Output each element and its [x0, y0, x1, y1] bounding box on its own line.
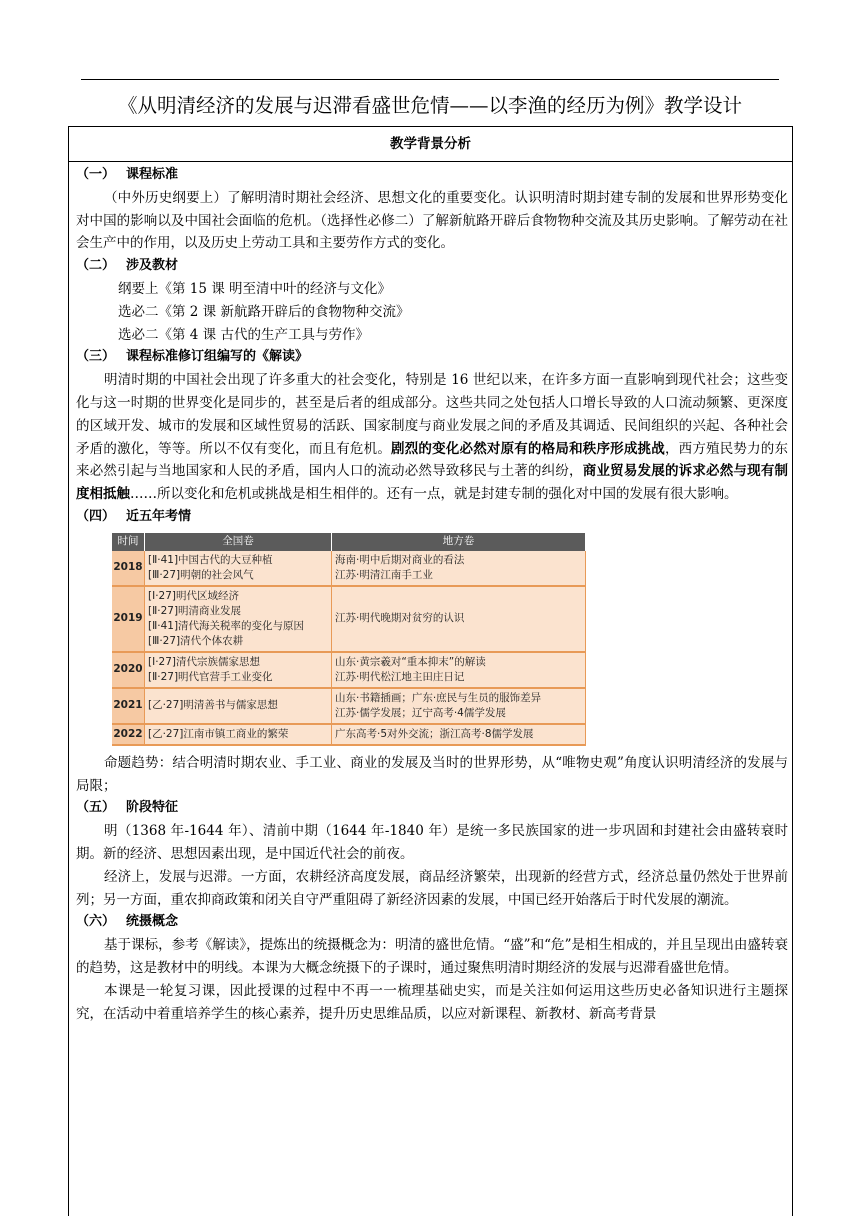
- textbook-item: 选必二《第 4 课 古代的生产工具与劳作》: [118, 326, 369, 343]
- section-5-text-2: 经济上，发展与迟滞。一方面，农耕经济高度发展，商品经济繁荣，出现新的经营方式，经济总量仍然处于世界前列；另一方面，重农抑商政策和闭关自守严重阻碍了新经济因素的发展，中国已经开始落后于时代发展的潮流。: [76, 868, 788, 908]
- section-heading-1: （一） 课程标准: [76, 167, 179, 182]
- document-title: 《从明清经济的发展与迟滞看盛世危情——以李渔的经历为例》教学设计: [117, 94, 742, 117]
- section-3-text: 明清时期的中国社会出现了许多重大的社会变化，特别是 16 世纪以来，在许多方面一直影响到现代社会；这些变化与这一时期的世界变化是同步的，甚至是后者的组成部分。这些共同之处包括人口增长导致的人口流动频繁、更深度的区域开发、城市的发展和区域性贸易的活跃、国家制度与商业发展之间的矛盾及其调适、民间组织的兴起、各种社会矛盾的激化，等等。所以不仅有变化，而且有危机。剧烈的变化必然对原有的格局和秩序形成挑战，西方殖民势力的东来必然引起与当地国家和人民的矛盾，国内人口的流动必然导致移民与土著的纠纷，商业贸易发展的诉求必然与现有制度相抵触……所以变化和危机或挑战是相生相伴的。还有一点，就是封建专制的强化对中国的发展有很大影响。: [76, 372, 789, 503]
- emphasis-text: 商业贸易发展的诉求必然与现有制度相抵触: [76, 463, 789, 503]
- textbook-item: 选必二《第 2 课 新航路开辟后的食物物种交流》: [118, 303, 410, 320]
- exam-local-cell: 山东·书籍插画；广东·庶民与生员的服饰差异 江苏·儒学发展；辽宁高考·4儒学发展: [332, 688, 586, 724]
- table-header: 教学背景分析: [69, 127, 792, 162]
- table-row: [112, 724, 586, 745]
- table-row: [112, 551, 586, 586]
- exam-local-cell: 海南·明中后期对商业的看法 江苏·明清江南手工业: [332, 551, 586, 586]
- table-row: [112, 586, 586, 652]
- exam-col-local: 地方卷: [332, 533, 586, 551]
- section-heading-3: （三） 课程标准修订组编写的《解读》: [76, 349, 309, 365]
- exam-national-cell: [Ⅱ·41]中国古代的大豆种植 [Ⅲ·27]明朝的社会风气: [145, 551, 332, 586]
- exam-local-cell: 江苏·明代晚期对贫穷的认识: [332, 586, 586, 652]
- exam-col-national: 全国卷: [145, 533, 332, 551]
- section-1-text: （中外历史纲要上）了解明清时期社会经济、思想文化的重要变化。认识明清时期封建专制的发展和世界形势变化对中国的影响以及中国社会面临的危机。（选择性必修二）了解新航路开辟后食物物种交流及其历史影响。了解劳动在社会生产中的作用，以及历史上劳动工具和主要劳作方式的变化。: [76, 189, 788, 252]
- section-heading-2: （二） 涉及教材: [76, 258, 179, 274]
- header-rule: [81, 79, 779, 80]
- exam-local-cell: 山东·黄宗羲对“重本抑末”的解读 江苏·明代松江地主田庄日记: [332, 652, 586, 688]
- section-6-text-1: 基于课标，参考《解读》，提炼出的统摄概念为：明清的盛世危情。“盛”和“危”是相生相成的，并且呈现出由盛转衰的趋势，这是教材中的明线。本课为大概念统摄下的子课时，通过聚焦明清时期经济的发展与迟滞看盛世危情。: [76, 937, 788, 976]
- exam-col-year: 时间: [112, 533, 145, 551]
- exam-national-cell: [乙·27]江南市镇工商业的繁荣: [145, 724, 332, 745]
- exam-year: 2020: [112, 652, 145, 688]
- exam-table: [112, 533, 586, 746]
- section-heading-4: （四） 近五年考情: [76, 508, 192, 524]
- exam-year: 2019: [112, 586, 145, 652]
- exam-year: 2022: [112, 724, 145, 745]
- exam-national-cell: [乙·27]明清善书与儒家思想: [145, 688, 332, 724]
- exam-national-cell: [Ⅰ·27]明代区域经济 [Ⅱ·27]明清商业发展 [Ⅱ·41]清代海关税率的变化与原因 [Ⅲ·27]清代个体农耕: [145, 586, 332, 652]
- exam-local-cell: 广东高考·5对外交流；浙江高考·8儒学发展: [332, 724, 586, 745]
- table-row: [112, 652, 586, 688]
- table-row: [112, 688, 586, 724]
- section-heading-5: （五） 阶段特征: [76, 800, 179, 816]
- emphasis-text: 剧烈的变化必然对原有的格局和秩序形成挑战: [391, 440, 665, 457]
- exam-year: 2021: [112, 688, 145, 724]
- exam-year: 2018: [112, 551, 145, 586]
- section-5-text-1: 明（1368 年-1644 年）、清前中期（1644 年-1840 年）是统一多民族国家的进一步巩固和封建社会由盛转衰时期。新的经济、思想因素出现，是中国近代社会的前夜。: [76, 823, 788, 862]
- exam-trend-text: 命题趋势：结合明清时期农业、手工业、商业的发展及当时的世界形势，从“唯物史观”角度认识明清经济的发展与局限；: [76, 754, 788, 794]
- textbook-item: 纲要上《第 15 课 明至清中叶的经济与文化》: [118, 280, 392, 297]
- section-6-text-2: 本课是一轮复习课，因此授课的过程中不再一一梳理基础史实，而是关注如何运用这些历史必备知识进行主题探究，在活动中着重培养学生的核心素养，提升历史思维品质，以应对新课程、新教材、新高考背景: [76, 982, 788, 1022]
- background-analysis-table: [68, 126, 793, 1216]
- table-body: [76, 164, 788, 1025]
- section-heading-6: （六） 统摄概念: [76, 914, 179, 930]
- exam-national-cell: [Ⅰ·27]清代宗族儒家思想 [Ⅱ·27]明代官营手工业变化: [145, 652, 332, 688]
